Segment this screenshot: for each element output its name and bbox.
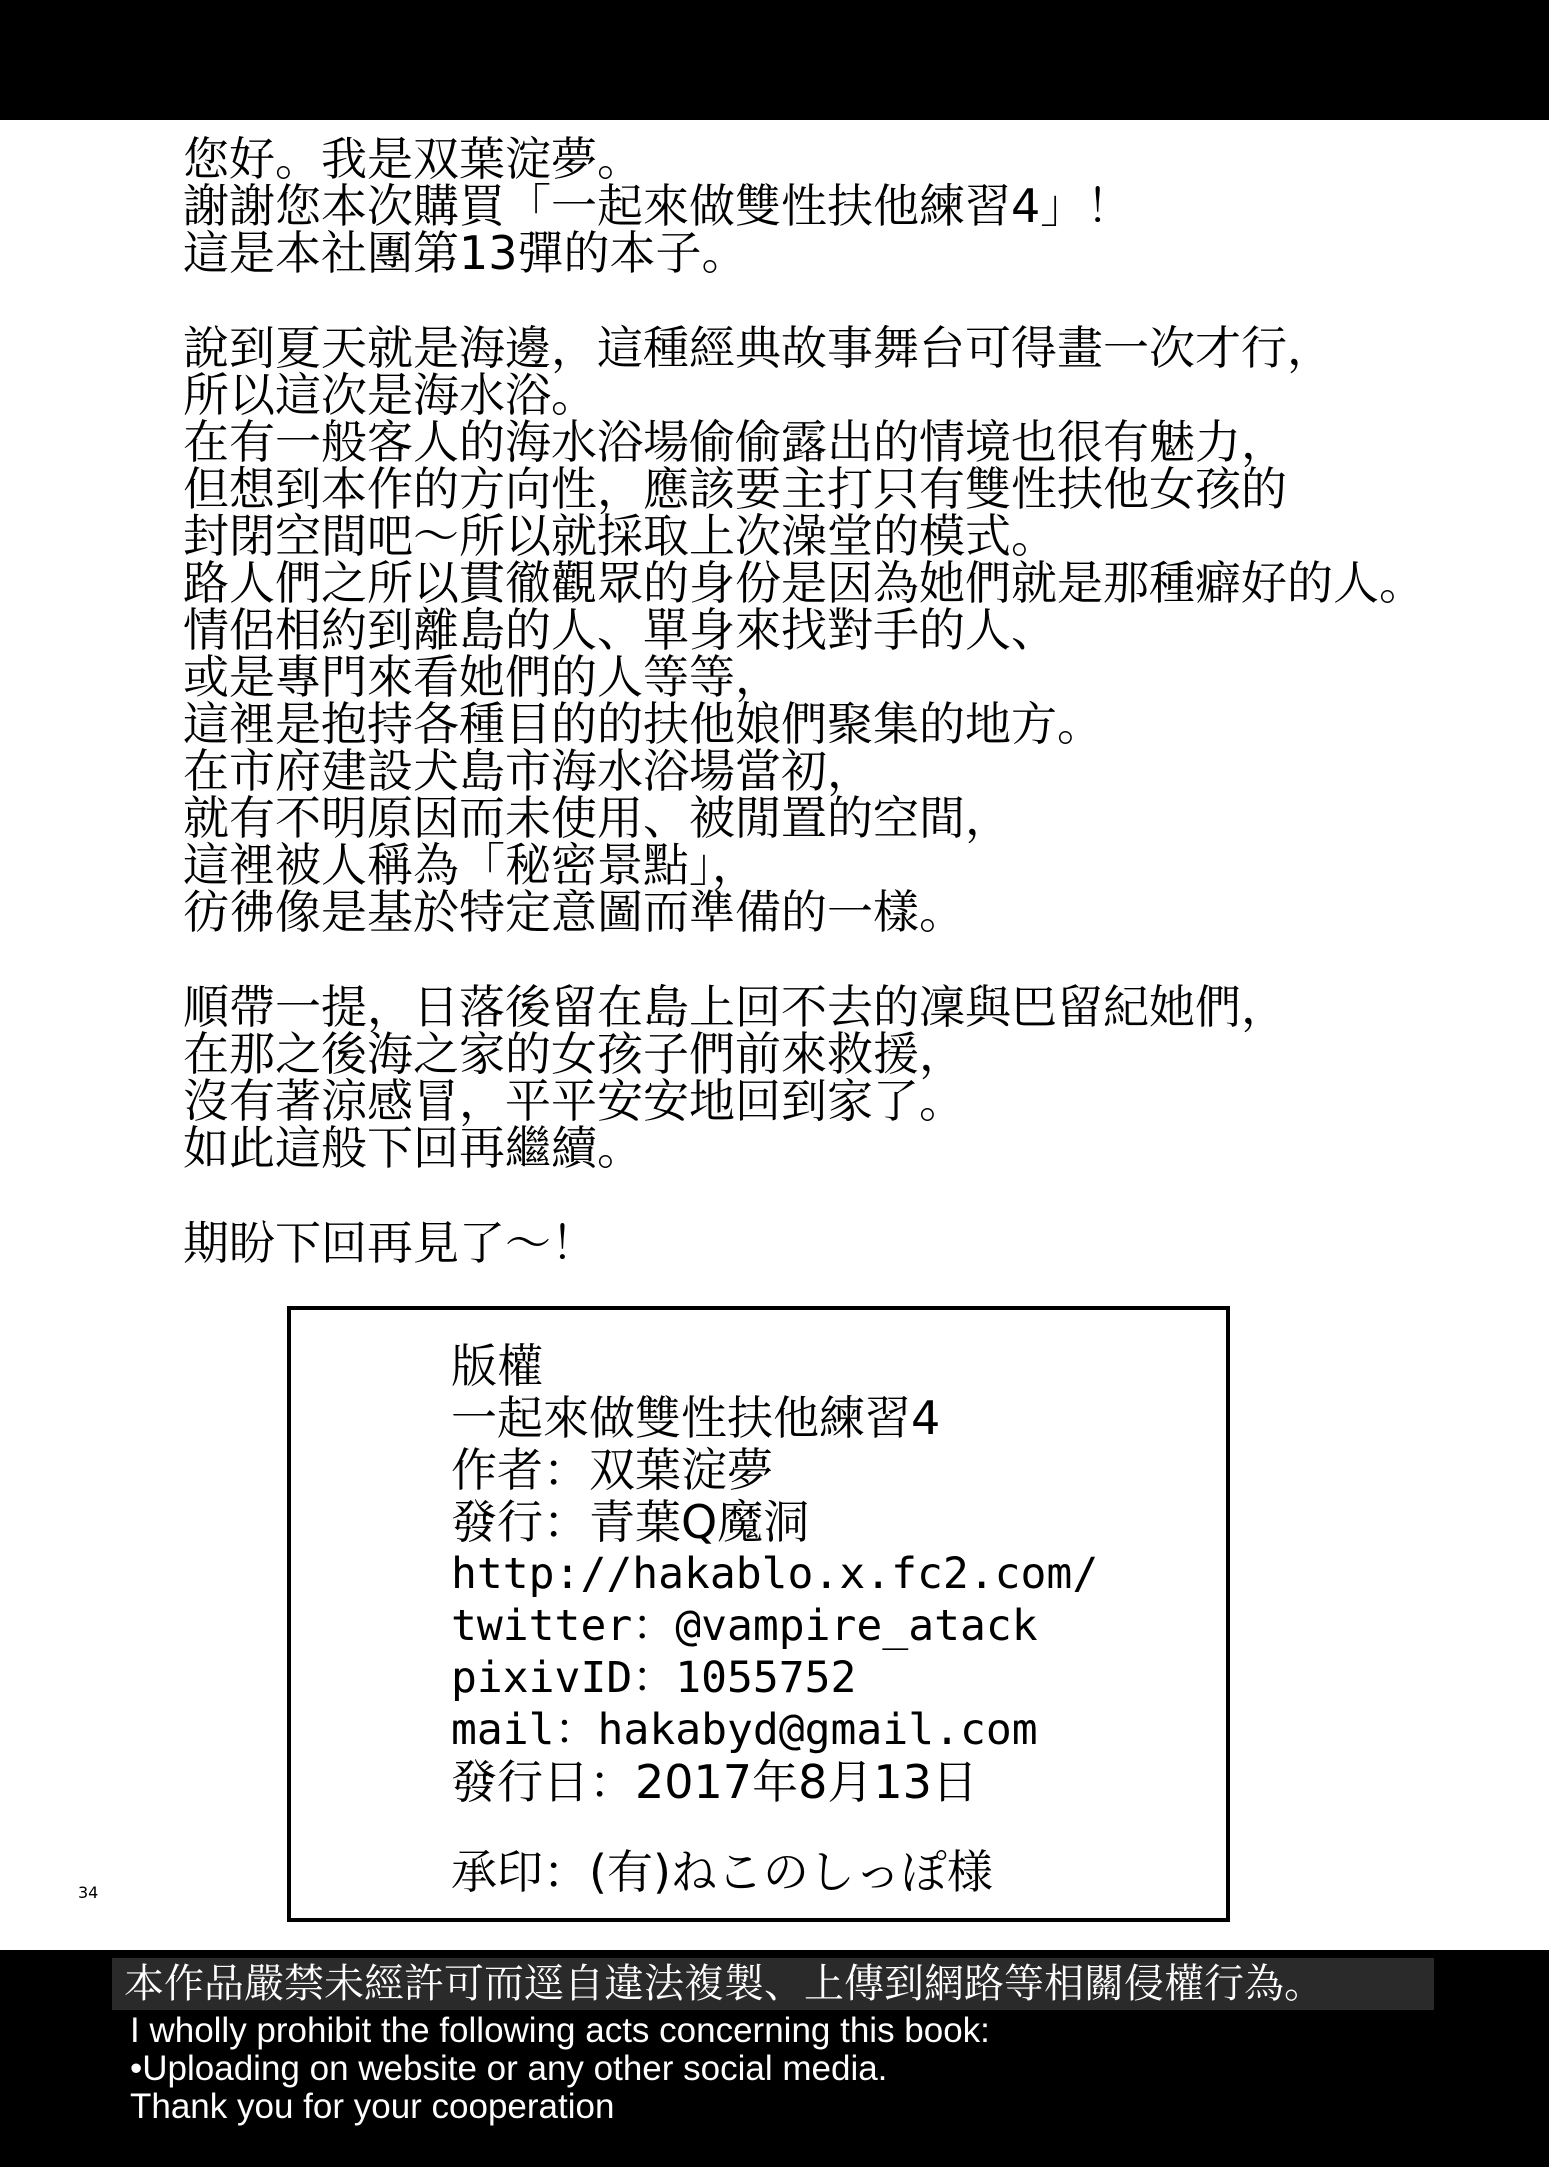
notice-chinese: 本作品嚴禁未經許可而逕自違法複製、上傳到網路等相關侵權行為。 — [112, 1958, 1434, 2010]
text-line: 封閉空間吧～所以就採取上次澡堂的模式。 — [183, 509, 1057, 563]
text-line: 路人們之所以貫徹觀眾的身份是因為她們就是那種癖好的人。 — [183, 556, 1425, 610]
text-line: 謝謝您本次購買「一起來做雙性扶他練習4」！ — [183, 179, 1133, 233]
colophon-pixiv: pixivID：1055752 — [451, 1653, 857, 1703]
text-line: 期盼下回再見了～！ — [183, 1216, 597, 1270]
top-black-bar — [0, 0, 1549, 120]
text-line: 就有不明原因而未使用、被閒置的空間， — [183, 791, 1011, 845]
colophon-heading: 版權 — [451, 1339, 543, 1393]
notice-line: Thank you for your cooperation — [130, 2087, 615, 2126]
notice-line: •Uploading on website or any other social media. — [130, 2049, 888, 2088]
colophon-twitter: twitter：@vampire_atack — [451, 1601, 1038, 1651]
colophon-printer: 承印：(有)ねこのしっぽ様 — [451, 1845, 993, 1899]
colophon-content — [451, 1340, 1098, 1898]
notice-english — [130, 2012, 990, 2126]
text-line: 您好。我是双葉淀夢。 — [183, 132, 643, 186]
page-number: 34 — [78, 1883, 99, 1902]
colophon-mail: mail：hakabyd@gmail.com — [451, 1705, 1038, 1755]
text-line: 說到夏天就是海邊，這種經典故事舞台可得畫一次才行， — [183, 321, 1333, 375]
text-line: 彷彿像是基於特定意圖而準備的一樣。 — [183, 885, 965, 939]
text-line: 如此這般下回再繼續。 — [183, 1121, 643, 1175]
afterword-text — [183, 132, 1483, 1270]
colophon-box — [287, 1306, 1230, 1922]
colophon-gap — [451, 1808, 1098, 1846]
paragraph-gap — [183, 1172, 1483, 1220]
text-line: 或是專門來看她們的人等等， — [183, 650, 781, 704]
text-line: 但想到本作的方向性，應該要主打只有雙性扶他女孩的 — [183, 462, 1287, 516]
colophon-title: 一起來做雙性扶他練習4 — [451, 1391, 941, 1445]
colophon-author: 作者：双葉淀夢 — [451, 1443, 773, 1497]
text-line: 這是本社團第13彈的本子。 — [183, 226, 748, 280]
colophon-date: 發行日：2017年8月13日 — [451, 1755, 978, 1809]
text-line: 在那之後海之家的女孩子們前來救援， — [183, 1027, 965, 1081]
notice-line: I wholly prohibit the following acts concerning this book: — [130, 2011, 990, 2050]
text-line: 在有一般客人的海水浴場偷偷露出的情境也很有魅力， — [183, 415, 1287, 469]
text-line: 沒有著涼感冒，平平安安地回到家了。 — [183, 1074, 965, 1128]
paragraph-gap — [183, 936, 1483, 984]
colophon-website: http://hakablo.x.fc2.com/ — [451, 1549, 1099, 1599]
colophon-publisher: 發行：青葉Q魔洞 — [451, 1495, 810, 1549]
paragraph-gap — [183, 277, 1483, 325]
copyright-notice-bar — [0, 1950, 1549, 2167]
text-line: 順帶一提，日落後留在島上回不去的凜與巴留紀她們， — [183, 980, 1287, 1034]
text-line: 所以這次是海水浴。 — [183, 368, 597, 422]
text-line: 這裡是抱持各種目的的扶他娘們聚集的地方。 — [183, 697, 1103, 751]
text-line: 這裡被人稱為「秘密景點」， — [183, 838, 758, 892]
text-line: 在市府建設犬島市海水浴場當初， — [183, 744, 873, 798]
text-line: 情侶相約到離島的人、單身來找對手的人、 — [183, 603, 1057, 657]
